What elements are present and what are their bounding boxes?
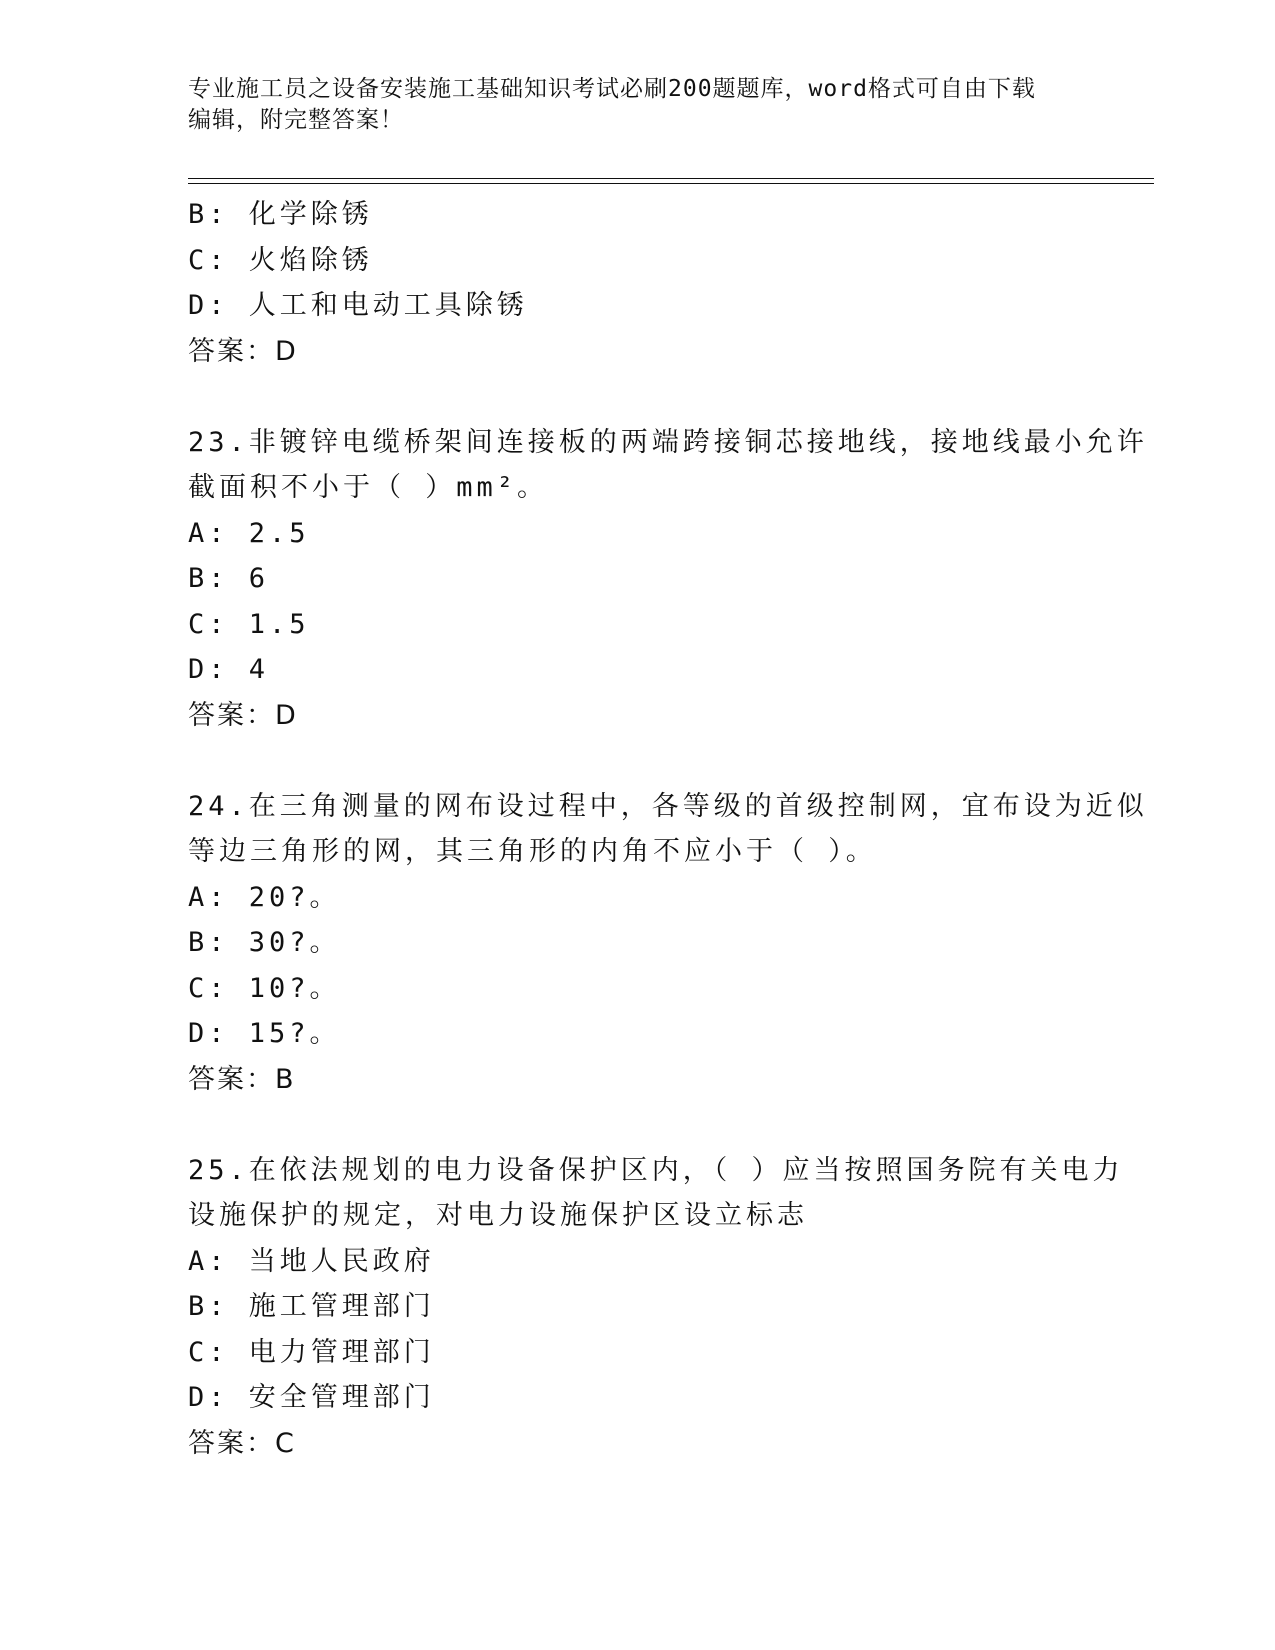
question-stem-line-2: 等边三角形的网，其三角形的内角不应小于（ ）。 (188, 836, 877, 867)
answer-line: 答案：C (188, 1427, 296, 1459)
option-d: D: 人工和电动工具除锈 (188, 290, 528, 321)
header-divider-top (188, 178, 1154, 179)
spacer (188, 1102, 1088, 1148)
option-d: D: 4 (188, 654, 270, 685)
question-stem-line-2: 设施保护的规定，对电力设施保护区设立标志 (188, 1200, 808, 1231)
option-d: D: 安全管理部门 (188, 1382, 435, 1413)
option-c: C: 10?。 (188, 972, 341, 1004)
option-b: B: 6 (188, 563, 270, 594)
document-header (188, 74, 1088, 136)
option-b: B: 化学除锈 (188, 199, 373, 230)
answer-line: 答案：B (188, 1063, 296, 1095)
header-divider-bottom (188, 183, 1154, 184)
option-a: A: 当地人民政府 (188, 1245, 435, 1277)
option-a: A: 20?。 (188, 881, 341, 913)
question-24 (188, 784, 1148, 1103)
option-c: C: 1.5 (188, 608, 310, 640)
answer-line: 答案：D (188, 699, 298, 731)
option-d: D: 15?。 (188, 1018, 341, 1049)
question-stem-line-1: 24.在三角测量的网布设过程中，各等级的首级控制网，宜布设为近似 (188, 790, 1148, 822)
question-stem-line-1: 23.非镀锌电缆桥架间连接板的两端跨接铜芯接地线，接地线最小允许 (188, 426, 1148, 458)
option-b: B: 施工管理部门 (188, 1291, 435, 1322)
header-title-line-1: 专业施工员之设备安装施工基础知识考试必刷200题题库，word格式可自由下载 (188, 76, 1036, 102)
option-c: C: 火焰除锈 (188, 244, 373, 276)
answer-line: 答案：D (188, 335, 298, 367)
question-22-continuation (188, 192, 1088, 374)
spacer (188, 738, 1088, 784)
question-stem-line-1: 25.在依法规划的电力设备保护区内，（ ）应当按照国务院有关电力 (188, 1154, 1124, 1186)
question-content (188, 192, 1148, 1466)
option-c: C: 电力管理部门 (188, 1336, 435, 1368)
question-23 (188, 420, 1148, 739)
question-25 (188, 1148, 1124, 1467)
option-a: A: 2.5 (188, 517, 310, 549)
question-stem-line-2: 截面积不小于（ ）mm²。 (188, 472, 549, 503)
option-b: B: 30?。 (188, 927, 341, 958)
header-title-line-2: 编辑，附完整答案！ (188, 107, 404, 133)
spacer (188, 374, 1088, 420)
